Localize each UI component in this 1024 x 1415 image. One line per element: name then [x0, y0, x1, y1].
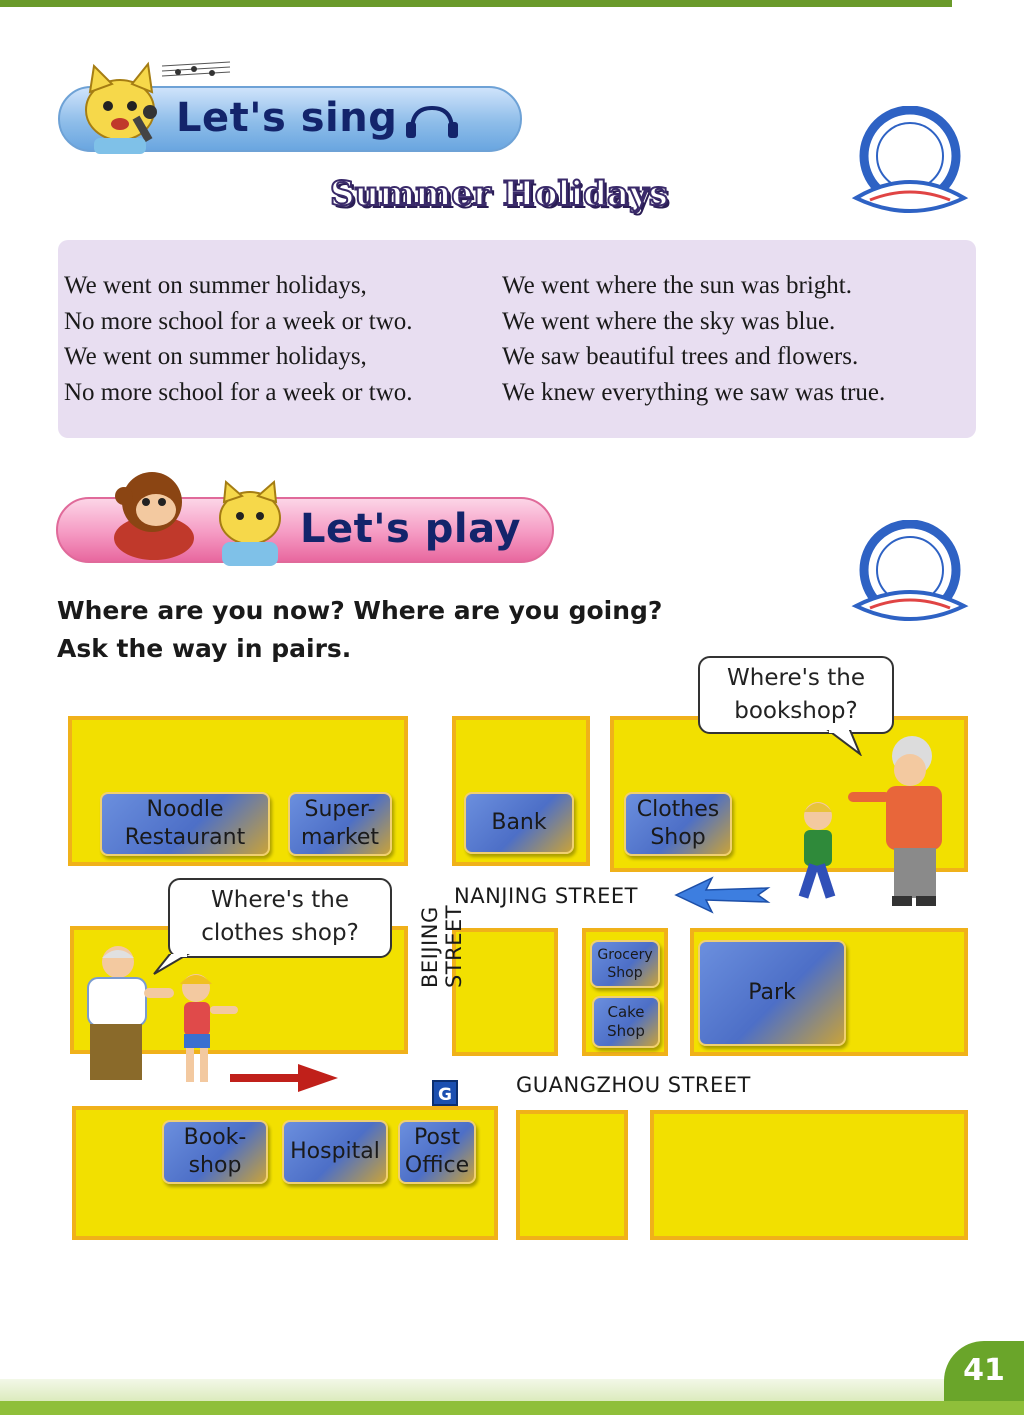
lyric-line: We went on summer holidays, [64, 343, 367, 370]
building-label: Shop [607, 1022, 645, 1040]
lyric-line: We went on summer holidays, [64, 272, 367, 299]
bottom-band [0, 1379, 1024, 1401]
assessment-badge-icon [850, 106, 970, 216]
cat-singer-icon [72, 58, 172, 154]
arrow-left-icon [672, 876, 772, 914]
building-label: Bank [491, 810, 547, 835]
assessment-badge-icon [850, 520, 970, 630]
building-label: Noodle [146, 797, 224, 822]
building-label: Shop [607, 965, 643, 981]
building-label: Grocery [597, 947, 653, 963]
instruction-line-1: Where are you now? Where are you going? [57, 596, 663, 625]
building-bank [464, 792, 574, 854]
building-label: market [300, 825, 380, 850]
map-block [516, 1110, 628, 1240]
map-block [452, 928, 558, 1056]
bubble-text: Where's the [727, 665, 865, 691]
building-noodle-restaurant [100, 792, 270, 856]
bubble-text: bookshop? [734, 698, 858, 724]
lets-sing-title: Let's sing [176, 95, 398, 141]
building-label: shop [188, 1153, 242, 1178]
lyric-line: We saw beautiful trees and flowers. [502, 343, 859, 370]
building-park [698, 940, 846, 1046]
building-bookshop [162, 1120, 268, 1184]
building-cake-shop [592, 996, 660, 1048]
building-label: Shop [650, 825, 706, 850]
building-label: Super- [304, 797, 376, 822]
bus-stop-sign: G [432, 1080, 458, 1106]
bottom-border [0, 1401, 1024, 1415]
building-label: Cake [607, 1003, 645, 1021]
people-illustration-icon [782, 730, 972, 918]
lyric-line: We went where the sun was bright. [502, 272, 852, 299]
building-hospital [282, 1120, 388, 1184]
headphones-icon [404, 104, 460, 138]
monkey-icon [100, 462, 210, 562]
street-label-beijing: BEIJING STREET [418, 904, 466, 988]
building-label: Restaurant [124, 825, 246, 850]
instruction-line-2: Ask the way in pairs. [57, 634, 352, 663]
street-label-guangzhou: GUANGZHOU STREET [516, 1073, 751, 1097]
building-post-office [398, 1120, 476, 1184]
cat-icon [206, 478, 296, 570]
speech-bubble-bookshop [698, 656, 894, 734]
building-label: Post [413, 1125, 461, 1150]
page-number: 41 [944, 1341, 1024, 1401]
lyrics-box [58, 240, 976, 438]
building-label: Hospital [290, 1139, 380, 1164]
top-border [0, 0, 952, 7]
bubble-text: Where's the [211, 887, 349, 913]
street-label-nanjing: NANJING STREET [454, 884, 638, 908]
building-grocery-shop [590, 940, 660, 988]
building-clothes-shop [624, 792, 732, 856]
building-supermarket [288, 792, 392, 856]
building-label: Clothes [636, 797, 720, 822]
lyric-line: No more school for a week or two. [64, 308, 413, 335]
people-illustration-icon [70, 940, 250, 1090]
bubble-text: clothes shop? [201, 920, 359, 946]
building-label: Office [404, 1153, 470, 1178]
lyric-line: We went where the sky was blue. [502, 308, 836, 335]
building-label: Park [748, 980, 796, 1005]
map-block [650, 1110, 968, 1240]
song-title: Summer Holidays [330, 174, 668, 214]
music-notes-icon [160, 56, 232, 84]
lyric-line: We knew everything we saw was true. [502, 379, 886, 406]
building-label: Book- [183, 1125, 247, 1150]
lets-play-title: Let's play [300, 506, 521, 552]
lyric-line: No more school for a week or two. [64, 379, 413, 406]
